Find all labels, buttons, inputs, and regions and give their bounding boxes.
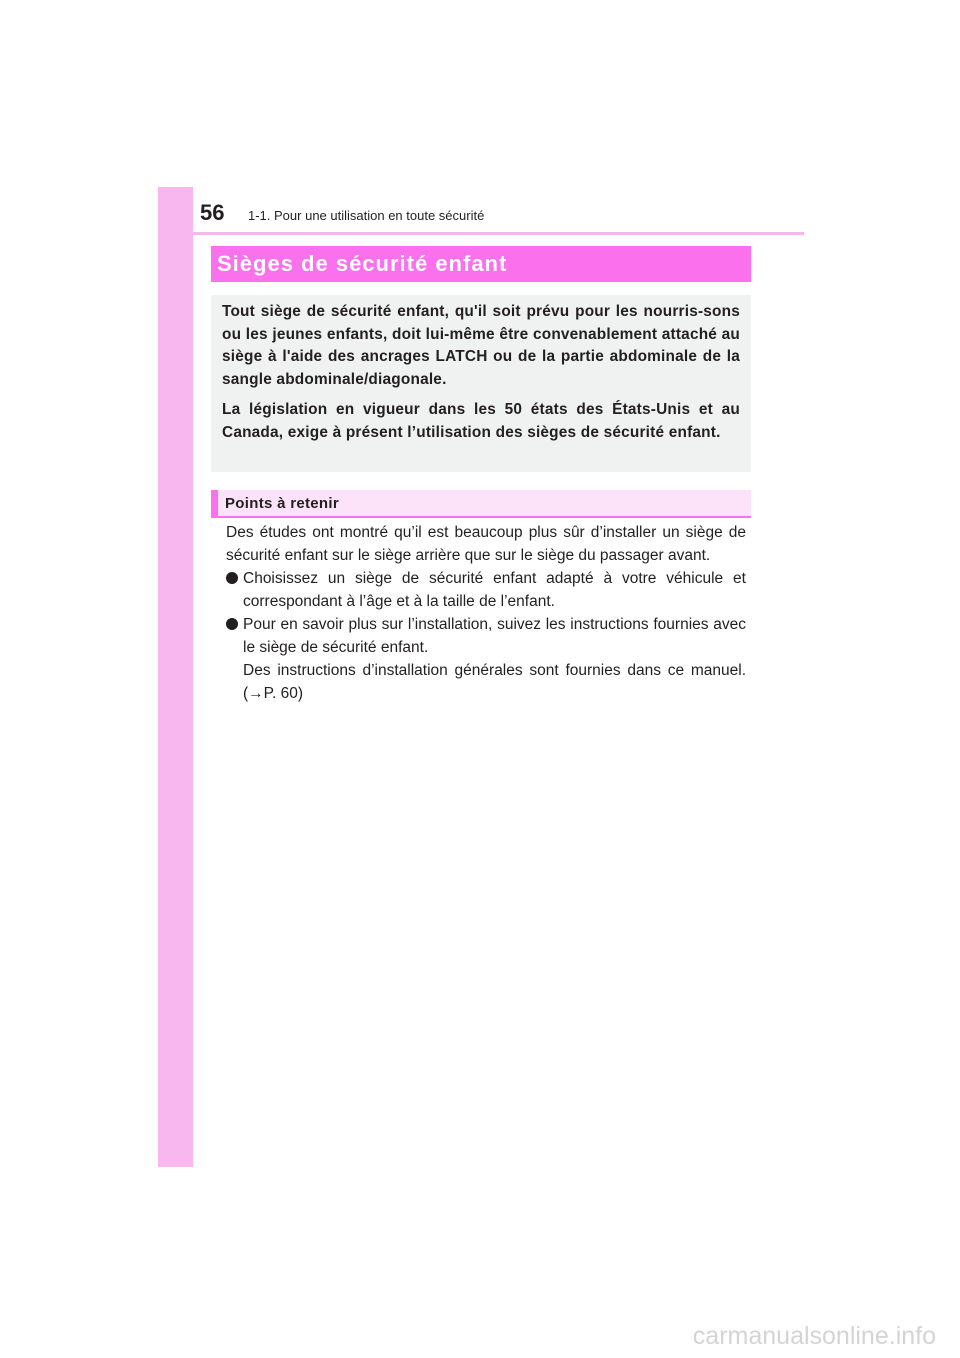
- bullet-item: [226, 613, 746, 705]
- points-lead: Des études ont montré qu’il est beaucoup plus sûr d’installer un siège de sécurité enfant sur le siège arrière que sur le siège du passager avant.: [226, 524, 746, 564]
- page-number: 56: [200, 200, 225, 225]
- bullet-extra-text: Des instructions d’installation générales sont fournies dans ce manuel. (→P. 60): [243, 662, 746, 702]
- subheading-points: Points à retenir: [225, 495, 339, 512]
- intro-paragraph-2: La législation en vigueur dans les 50 états des États-Unis et au Canada, exige à présent l’utilisation des sièges de sécurité enfant.: [222, 401, 740, 441]
- intro-box: [211, 295, 751, 472]
- section-title: Sièges de sécurité enfant: [217, 251, 508, 276]
- bullet-text: Choisissez un siège de sécurité enfant adapté à votre véhicule et correspondant à l’âge et à la taille de l’enfant.: [243, 570, 746, 610]
- subheading-accent: [211, 490, 218, 516]
- watermark: carmanualsonline.info: [692, 1322, 936, 1350]
- bullet-text: Pour en savoir plus sur l’installation, suivez les instructions fournies avec le siège de sécurité enfant.: [243, 616, 746, 656]
- intro-paragraph-1: Tout siège de sécurité enfant, qu'il soit prévu pour les nourris-sons ou les jeunes enfants, doit lui-même être convenablement attaché au siège à l'aide des ancrages LATCH ou de la partie abdominale de la sangle abdominale/diagonale.: [222, 303, 740, 388]
- points-body: [226, 521, 746, 705]
- header-rule: [158, 232, 804, 235]
- chapter-side-tab: [158, 187, 193, 1167]
- subheading-bar: [211, 490, 751, 518]
- bullet-dot-icon: [226, 572, 238, 584]
- bullet-item: [226, 567, 746, 613]
- running-head: 1-1. Pour une utilisation en toute sécurité: [248, 208, 485, 223]
- bullet-dot-icon: [226, 618, 238, 630]
